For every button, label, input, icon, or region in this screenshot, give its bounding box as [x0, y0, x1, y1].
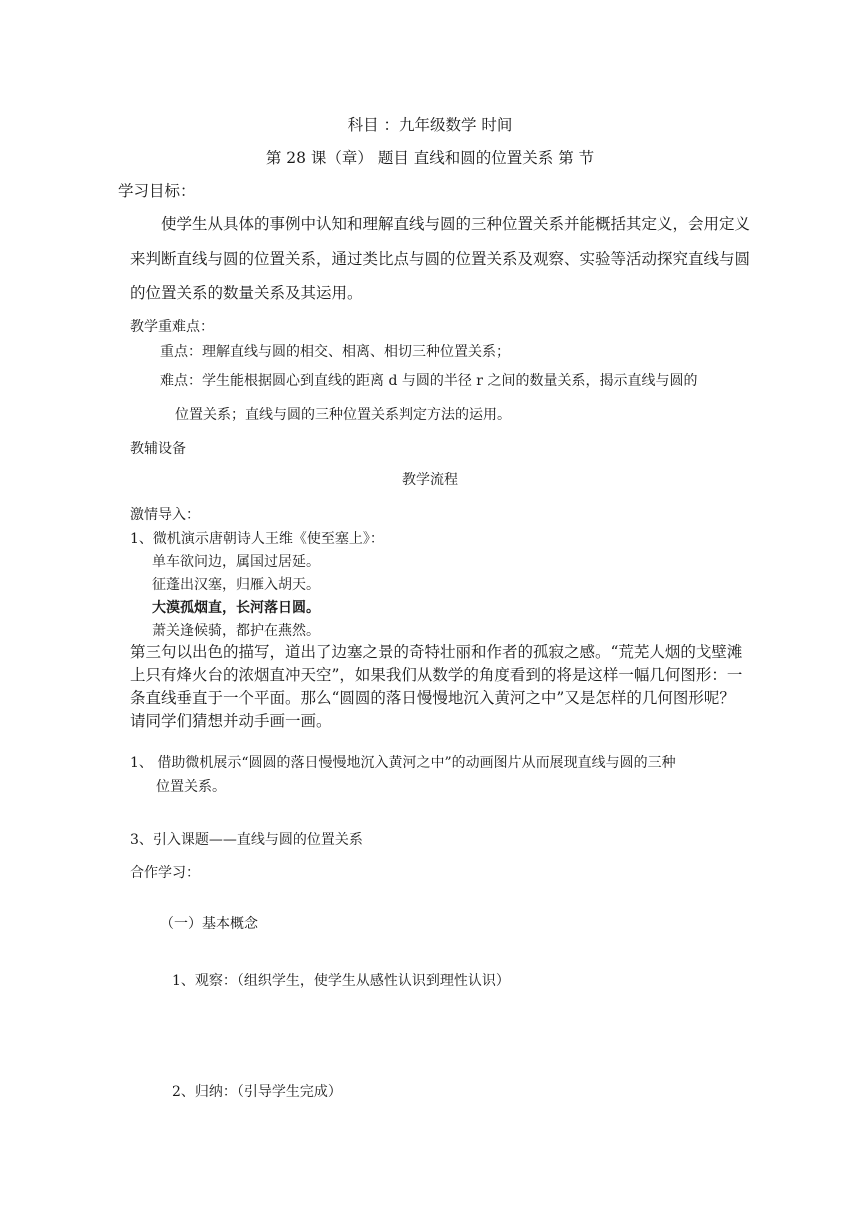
flow-title: 教学流程	[402, 472, 458, 488]
basic-concepts-heading: （一）基本概念	[160, 916, 258, 932]
poem-line-bold: 大漠孤烟直，长河落日圆。	[152, 600, 320, 616]
objectives-line: 来判断直线与圆的位置关系，通过类比点与圆的位置关系及观察、实验等活动探究直线与圆	[130, 250, 751, 268]
difficulty-point: 难点：学生能根据圆心到直线的距离 d 与圆的半径 r 之间的数量关系，揭示直线与圆的	[160, 373, 698, 389]
objectives-heading: 学习目标：	[118, 182, 196, 200]
subject-line: 科目 ：九年级数学 时间	[347, 116, 513, 134]
coop-heading: 合作学习：	[130, 865, 200, 881]
poem-line: 单车欲问边，属国过居延。	[152, 554, 320, 570]
intro-paragraph-line: 请同学们猜想并动手画一画。	[130, 712, 332, 730]
intro-paragraph-line: 第三句以出色的描写，道出了边塞之景的奇特壮丽和作者的孤寂之感。“荒芜人烟的戈壁滩	[130, 643, 743, 661]
aids-heading: 教辅设备	[130, 441, 186, 457]
induce-item: 2、归纳：（引导学生完成）	[172, 1084, 342, 1100]
intro-item-2-cont: 位置关系。	[156, 779, 226, 795]
lesson-line: 第 28 课（章） 题目 直线和圆的位置关系 第 节	[265, 149, 595, 167]
intro-heading: 激情导入：	[130, 507, 200, 523]
intro-item-1: 1、微机演示唐朝诗人王维《使至塞上》：	[130, 531, 384, 547]
objectives-line: 使学生从具体的事例中认知和理解直线与圆的三种位置关系并能概括其定义，会用定义	[161, 215, 751, 233]
poem-line: 萧关逢候骑，都护在燕然。	[152, 623, 320, 639]
focus-point: 重点：理解直线与圆的相交、相离、相切三种位置关系；	[160, 344, 510, 360]
intro-paragraph-line: 条直线垂直于一个平面。那么“圆圆的落日慢慢地沉入黄河之中”又是怎样的几何图形呢？	[130, 689, 735, 707]
difficulty-point-cont: 位置关系；直线与圆的三种位置关系判定方法的运用。	[175, 407, 511, 423]
key-points-heading: 教学重难点：	[130, 319, 214, 335]
objectives-line: 的位置关系的数量关系及其运用。	[130, 284, 363, 302]
poem-line: 征蓬出汉塞，归雁入胡天。	[152, 577, 320, 593]
intro-item-2: 1、 借助微机展示“圆圆的落日慢慢地沉入黄河之中”的动画图片从而展现直线与圆的三种	[130, 755, 676, 771]
intro-paragraph-line: 上只有烽火台的浓烟直冲天空”，如果我们从数学的角度看到的将是这样一幅几何图形：一	[130, 666, 743, 684]
intro-item-3: 3、引入课题——直线与圆的位置关系	[130, 832, 363, 848]
observe-item: 1、观察：（组织学生，使学生从感性认识到理性认识）	[172, 973, 510, 989]
